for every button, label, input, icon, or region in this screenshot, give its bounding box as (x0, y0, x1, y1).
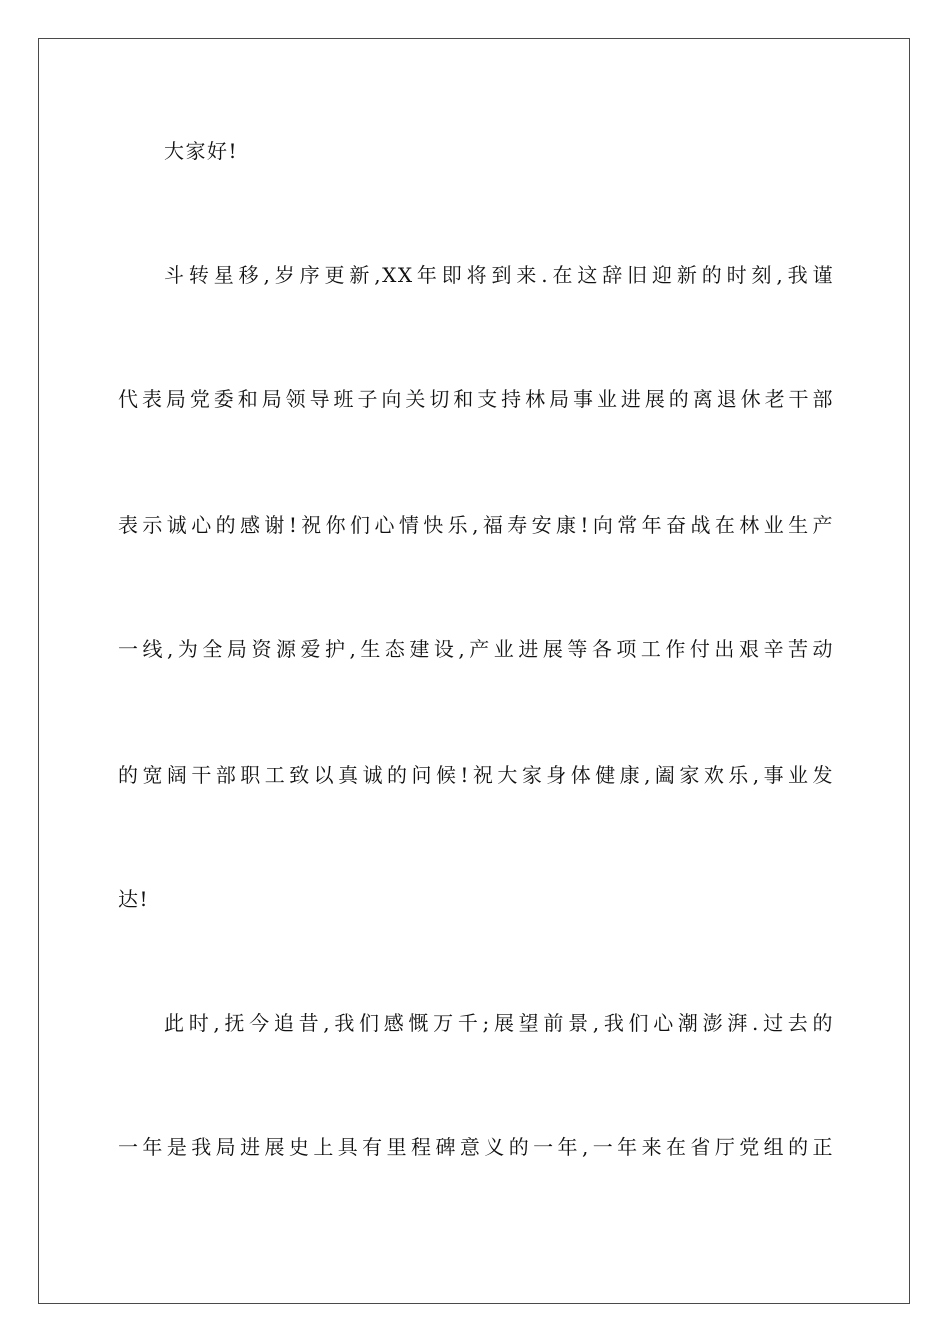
text-line: 此时,抚今追昔,我们感慨万千;展望前景,我们心潮澎湃.过去的 (164, 1011, 834, 1035)
text-line: 的宽阔干部职工致以真诚的问候!祝大家身体健康,阖家欢乐,事业发 (118, 763, 834, 787)
text-line: 一线,为全局资源爱护,生态建设,产业进展等各项工作付出艰辛苦动 (118, 637, 834, 661)
text-line: 代表局党委和局领导班子向关切和支持林局事业进展的离退休老干部 (118, 387, 834, 411)
text-line: 一年是我局进展史上具有里程碑意义的一年,一年来在省厅党组的正 (118, 1135, 834, 1159)
text-line: 斗转星移,岁序更新,XX年即将到来.在这辞旧迎新的时刻,我谨 (164, 263, 834, 287)
text-line-greeting: 大家好! (164, 139, 239, 163)
page-border (38, 38, 910, 1304)
text-line: 表示诚心的感谢!祝你们心情快乐,福寿安康!向常年奋战在林业生产 (118, 513, 834, 537)
text-line: 达! (118, 887, 150, 911)
